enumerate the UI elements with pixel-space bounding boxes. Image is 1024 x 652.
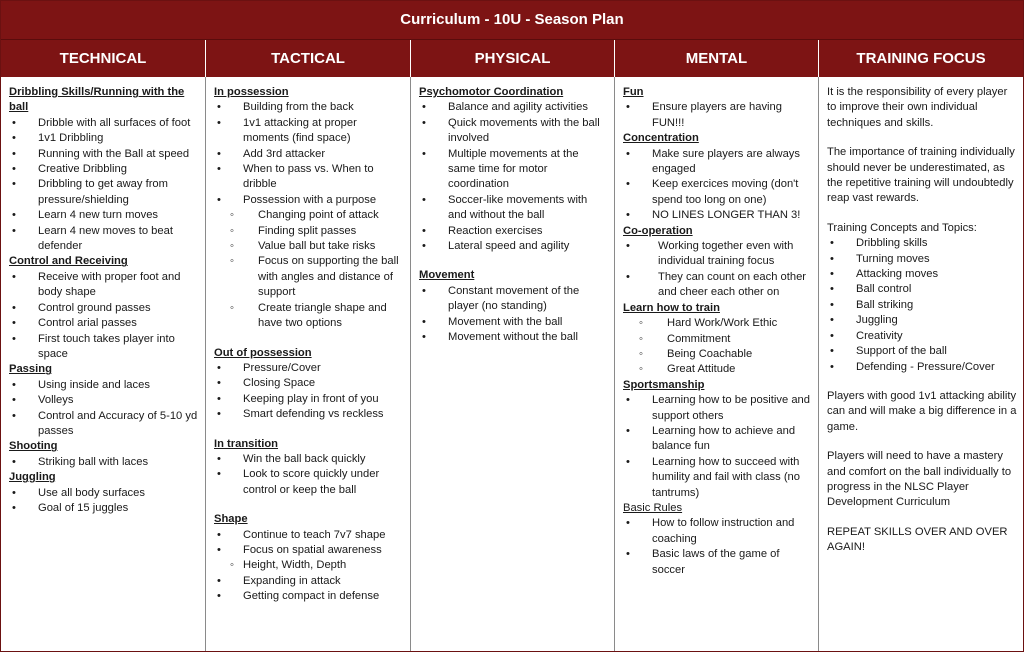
bullet-list <box>9 486 199 517</box>
section-title: Learn how to train <box>623 301 720 314</box>
section-title: Concentration <box>623 132 699 145</box>
list-item: • Pressure/Cover <box>214 361 404 376</box>
list-item: • Getting compact in defense <box>214 589 404 604</box>
list-item: • 1v1 attacking at proper moments (find space) <box>214 116 404 147</box>
list-item: • Attacking moves <box>827 267 1017 282</box>
bullet-list <box>623 516 812 578</box>
section-title: Dribbling Skills/Running with the ball <box>9 86 185 114</box>
section-title: In transition <box>214 437 279 450</box>
section-title: Shape <box>214 513 248 526</box>
section-title: Basic Rules <box>623 501 683 514</box>
list-item: • Working together even with individual training focus <box>623 239 812 270</box>
list-item: • Reaction exercises <box>419 224 608 239</box>
list-item: • Movement without the ball <box>419 330 608 345</box>
topics-list <box>827 236 1017 375</box>
list-item: • Use all body surfaces <box>9 486 199 501</box>
list-item: • Creative Dribbling <box>9 162 199 177</box>
list-item: • Multiple movements at the same time for motor coordination <box>419 147 608 193</box>
list-item: • Learning how to be positive and support others <box>623 393 812 424</box>
mental-column <box>615 77 819 651</box>
list-item: • First touch takes player into space <box>9 332 199 363</box>
list-item: • Movement with the ball <box>419 315 608 330</box>
list-item: • Constant movement of the player (no standing) <box>419 284 608 315</box>
list-item: • Focus on spatial awareness <box>214 543 404 558</box>
list-item: • Make sure players are always engaged <box>623 147 812 178</box>
section-title: Psychomotor Coordination <box>419 86 564 98</box>
sub-list-item: ◦ Finding split passes <box>214 224 404 239</box>
bullet-list <box>623 147 812 224</box>
list-item: • When to pass vs. When to dribble <box>214 162 404 193</box>
list-item: • Smart defending vs reckless <box>214 407 404 422</box>
sub-list-item: ◦ Value ball but take risks <box>214 239 404 254</box>
page-title: Curriculum - 10U - Season Plan <box>1 1 1023 40</box>
list-item: • Continue to teach 7v7 shape <box>214 528 404 543</box>
section-title: Sportsmanship <box>623 378 705 391</box>
list-item: • Closing Space <box>214 376 404 391</box>
focus-paragraph: The importance of training individually should never be underestimated, as the repetitive training will undoubtedly reap vast rewards. <box>827 146 1015 205</box>
section-title: Shooting <box>9 440 58 453</box>
list-item: • Keeping play in front of you <box>214 392 404 407</box>
bullet-list <box>623 100 812 131</box>
list-item: • Using inside and laces <box>9 378 199 393</box>
training-focus-column <box>819 77 1023 651</box>
list-item: • Dribbling to get away from pressure/shielding <box>9 177 199 208</box>
list-item: • Quick movements with the ball involved <box>419 116 608 147</box>
bullet-list <box>9 116 199 255</box>
bullet-list <box>214 100 404 331</box>
list-item: • How to follow instruction and coaching <box>623 516 812 547</box>
bullet-list <box>9 455 199 470</box>
list-item: • Ball striking <box>827 298 1017 313</box>
focus-paragraph: It is the responsibility of every player to improve their own individual techniques and skills. <box>827 86 1008 129</box>
section-title: Co-operation <box>623 224 693 237</box>
list-item: • Control arial passes <box>9 316 199 331</box>
list-item: • Learning how to achieve and balance fun <box>623 424 812 455</box>
list-item: • Basic laws of the game of soccer <box>623 547 812 578</box>
list-item: • Building from the back <box>214 100 404 115</box>
sub-list-item: ◦ Create triangle shape and have two options <box>214 301 404 332</box>
list-item: • Running with the Ball at speed <box>9 147 199 162</box>
sub-list-item: ◦ Height, Width, Depth <box>214 558 404 573</box>
physical-column <box>411 77 615 651</box>
bullet-list <box>214 452 404 498</box>
sub-list-item: ◦ Commitment <box>623 332 812 347</box>
list-item: • Balance and agility activities <box>419 100 608 115</box>
bullet-list <box>9 378 199 440</box>
list-item: • Volleys <box>9 393 199 408</box>
list-item: • Receive with proper foot and body shape <box>9 270 199 301</box>
sub-list-item: ◦ Being Coachable <box>623 347 812 362</box>
sub-list-item: ◦ Great Attitude <box>623 362 812 377</box>
header-technical: TECHNICAL <box>1 40 206 77</box>
sub-list-item: ◦ Focus on supporting the ball with angles and distance of support <box>214 254 404 300</box>
bullet-list <box>9 270 199 362</box>
list-item: • Learn 4 new turn moves <box>9 208 199 223</box>
section-title: Fun <box>623 86 644 98</box>
list-item: • Look to score quickly under control or keep the ball <box>214 467 404 498</box>
list-item: • Striking ball with laces <box>9 455 199 470</box>
list-item: • 1v1 Dribbling <box>9 131 199 146</box>
bullet-list <box>623 239 812 301</box>
topics-title: Training Concepts and Topics: <box>827 221 977 234</box>
list-item: • Add 3rd attacker <box>214 147 404 162</box>
technical-column <box>1 77 206 651</box>
list-item: • Juggling <box>827 313 1017 328</box>
bullet-list <box>419 284 608 346</box>
tactical-column <box>206 77 411 651</box>
bullet-list <box>623 316 812 378</box>
section-title: Out of possession <box>214 346 312 359</box>
section-title: Juggling <box>9 471 56 484</box>
list-item: • Support of the ball <box>827 344 1017 359</box>
focus-paragraph: Players with good 1v1 attacking ability can and will make a big difference in a game. <box>827 389 1017 433</box>
list-item: • Control ground passes <box>9 301 199 316</box>
section-title: Passing <box>9 363 52 376</box>
list-item: • Ball control <box>827 282 1017 297</box>
list-item: • Win the ball back quickly <box>214 452 404 467</box>
bullet-list <box>419 100 608 254</box>
list-item: • Creativity <box>827 329 1017 344</box>
section-title: In possession <box>214 86 289 98</box>
bullet-list <box>214 361 404 423</box>
sub-list-item: ◦ Hard Work/Work Ethic <box>623 316 812 331</box>
section-title: Control and Receiving <box>9 255 128 268</box>
list-item: • Expanding in attack <box>214 574 404 589</box>
bullet-list <box>623 393 812 501</box>
list-item: • Learning how to succeed with humility and fail with class (no tantrums) <box>623 455 812 501</box>
list-item: • Possession with a purpose <box>214 193 404 208</box>
list-item: • Goal of 15 juggles <box>9 501 199 516</box>
list-item: • Keep exercices moving (don't spend too long on one) <box>623 177 812 208</box>
list-item: • Dribbling skills <box>827 236 1017 251</box>
header-mental: MENTAL <box>615 40 819 77</box>
list-item: • Soccer-like movements with and without the ball <box>419 193 608 224</box>
list-item: • NO LINES LONGER THAN 3! <box>623 208 812 223</box>
list-item: • Defending - Pressure/Cover <box>827 360 1017 375</box>
header-physical: PHYSICAL <box>411 40 615 77</box>
header-training-focus: TRAINING FOCUS <box>856 50 986 67</box>
list-item: • Dribble with all surfaces of foot <box>9 116 199 131</box>
section-title: Movement <box>419 269 475 282</box>
focus-paragraph: REPEAT SKILLS OVER AND OVER AGAIN! <box>827 525 1008 554</box>
list-item: • Turning moves <box>827 252 1017 267</box>
list-item: • Learn 4 new moves to beat defender <box>9 224 199 255</box>
list-item: • Control and Accuracy of 5-10 yd passes <box>9 409 199 440</box>
bullet-list <box>214 528 404 605</box>
sub-list-item: ◦ Changing point of attack <box>214 208 404 223</box>
focus-paragraph: Players will need to have a mastery and comfort on the ball individually to progress in the NLSC Player Development Curriculum <box>827 450 1012 509</box>
column-headers <box>1 40 1023 77</box>
list-item: • Ensure players are having FUN!!! <box>623 100 812 131</box>
list-item: • Lateral speed and agility <box>419 239 608 254</box>
header-tactical: TACTICAL <box>206 40 411 77</box>
list-item: • They can count on each other and cheer each other on <box>623 270 812 301</box>
